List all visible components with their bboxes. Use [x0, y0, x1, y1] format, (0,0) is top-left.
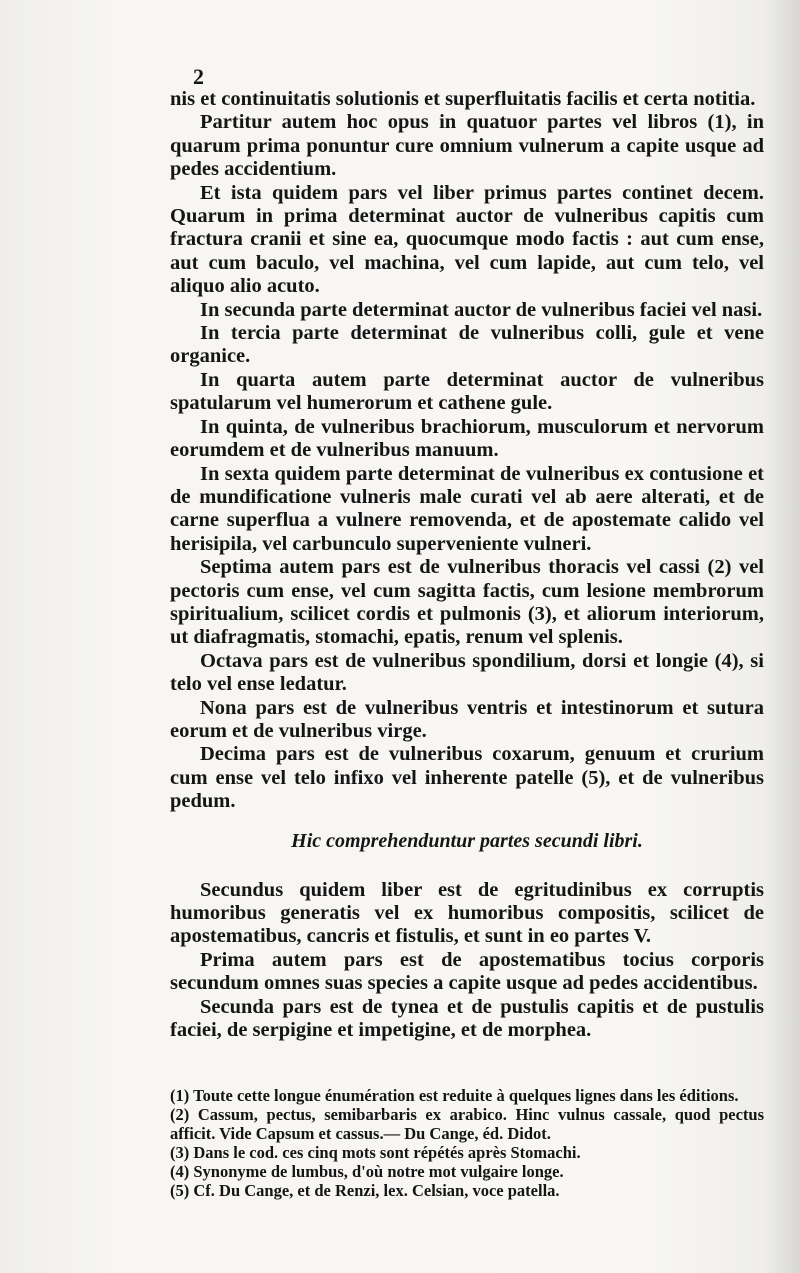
footnote-mark: (3) — [170, 1143, 190, 1162]
paragraph: In tercia parte determinat de vulneribus colli, gule et vene organice. — [170, 322, 764, 368]
paragraph: In secunda parte determinat auctor de vulneribus faciei vel nasi. — [200, 298, 763, 321]
section-heading: Hic comprehenduntur partes secundi libri. — [291, 829, 643, 852]
paragraph: Secunda pars est de tynea et de pustulis capitis et de pustulis faciei, de serpigine et impetigine, et de morphea. — [170, 995, 764, 1042]
footnote — [170, 1143, 764, 1162]
footnote-mark: (2) — [170, 1105, 190, 1124]
paragraph: nis et continuitatis solutionis et superfluitatis facilis et certa notitia. — [170, 88, 756, 110]
paragraph: Secundus quidem liber est de egritudinibus ex corruptis humoribus generatis vel ex humoribus compositis, scilicet de apostematibus, cancris et fistulis, et sunt in eo partes V. — [170, 878, 764, 948]
paragraph: Decima pars est de vulneribus coxarum, genuum et crurium cum ense vel telo infixo vel inherente patelle (5), et de vulneribus pedum. — [170, 743, 764, 813]
footnotes — [170, 1086, 764, 1200]
paragraph: Partitur autem hoc opus in quatuor partes vel libros (1), in quarum prima ponuntur cure omnium vulnerum a capite usque ad pedes accidentium. — [170, 111, 764, 181]
page-edge-shadow — [764, 0, 800, 1273]
footnote — [170, 1086, 764, 1105]
paragraph: In quinta, de vulneribus brachiorum, musculorum et nervorum eorumdem et de vulneribus manuum. — [170, 415, 764, 462]
footnote-text: Cf. Du Cange, et de Renzi, lex. Celsian, voce patella. — [193, 1181, 560, 1200]
footnote-text: Cassum, pectus, semibarbaris ex arabico. Hinc vulnus cassale, quod pectus afficit. Vide Capsum et cassus.— Du Cange, éd. Didot. — [170, 1105, 765, 1143]
footnote — [170, 1162, 764, 1181]
footnote-mark: (5) — [170, 1181, 190, 1200]
paragraph: Et ista quidem pars vel liber primus partes continet decem. Quarum in prima determinat auctor de vulneribus capitis cum fractura cranii et sine ea, quocumque modo factis : aut cum ense, aut cum baculo, vel machina, vel cum lapide, aut cum telo, vel aliquo alio acuto. — [170, 181, 764, 298]
paragraph: Nona pars est de vulneribus ventris et intestinorum et sutura eorum et de vulneribus virge. — [170, 696, 764, 742]
paragraph: Octava pars est de vulneribus spondilium, dorsi et longie (4), si telo vel ense ledatur. — [170, 649, 764, 696]
footnote-text: Synonyme de lumbus, d'où notre mot vulgaire longe. — [193, 1162, 564, 1181]
footnote-mark: (1) — [170, 1086, 190, 1105]
main-text — [170, 88, 764, 1042]
footnote — [170, 1105, 764, 1143]
footnote-mark: (4) — [170, 1162, 190, 1181]
page-number: 2 — [193, 64, 204, 89]
footnote-text: Dans le cod. ces cinq mots sont répétés après Stomachi. — [193, 1143, 581, 1162]
footnote — [170, 1181, 764, 1200]
paragraph: In quarta autem parte determinat auctor de vulneribus spatularum vel humerorum et cathene gule. — [170, 368, 764, 415]
paragraph: Septima autem pars est de vulneribus thoracis vel cassi (2) vel pectoris cum ense, vel cum sagitta factis, cum lesione membrorum spiritualium, scilicet cordis et pulmonis (3), et aliorum interiorum, ut diafragmatis, stomachi, epatis, renum vel splenis. — [170, 556, 764, 649]
footnote-text: Toute cette longue énumération est reduite à quelques lignes dans les éditions. — [193, 1086, 739, 1105]
paragraph: Prima autem pars est de apostematibus tocius corporis secundum omnes suas species a capite usque ad pedes accidentibus. — [170, 948, 764, 995]
paragraph: In sexta quidem parte determinat de vulneribus ex contusione et de mundificatione vulneris male curati vel ab aere alterati, et de carne superflua a vulnere removenda, et de apostemate calido vel herisipila, vel carbunculo superveniente vulneri. — [170, 462, 764, 555]
